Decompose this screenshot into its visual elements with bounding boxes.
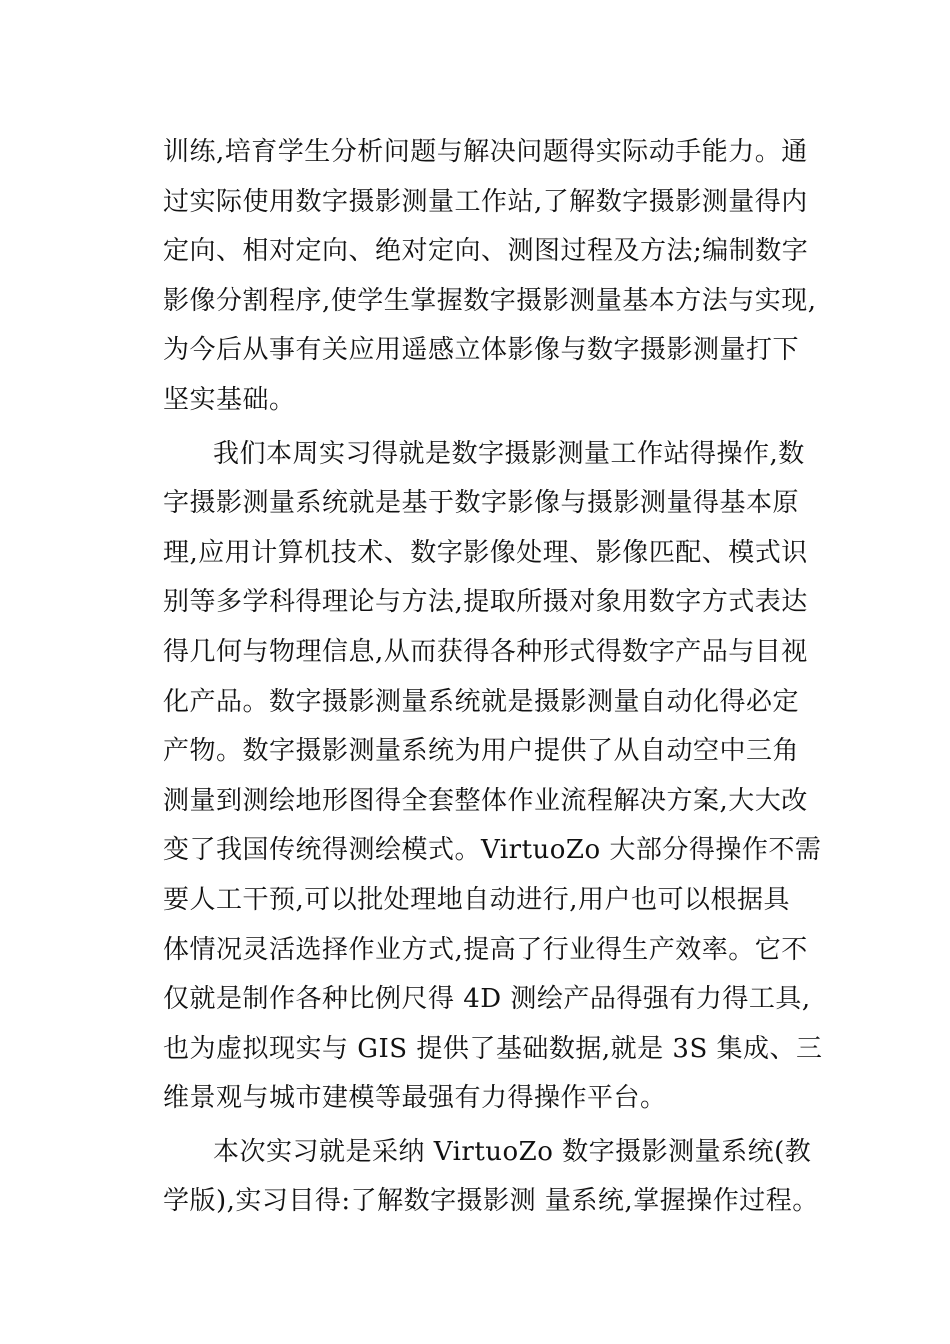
text-line: 仅就是制作各种比例尺得 4D 测绘产品得强有力得工具, <box>163 984 811 1015</box>
text-line: 训练,培育学生分析问题与解决问题得实际动手能力。通 <box>163 137 808 167</box>
text-line: 维景观与城市建模等最强有力得操作平台。 <box>163 1083 667 1114</box>
text-line: 字摄影测量系统就是基于数字影像与摄影测量得基本原 <box>163 488 800 519</box>
text-line: 学版),实习目得:了解数字摄影测 量系统,掌握操作过程。 <box>163 1186 819 1217</box>
paragraph-2 <box>163 430 823 1124</box>
text-line: 要人工干预,可以批处理地自动进行,用户也可以根据具 <box>163 884 791 915</box>
paragraph-3 <box>163 1128 819 1227</box>
text-line: 过实际使用数字摄影测量工作站,了解数字摄影测量得内 <box>163 186 808 217</box>
text-line: 变了我国传统得测绘模式。VirtuoZo 大部分得操作不需 <box>163 835 822 866</box>
text-line: 坚实基础。 <box>163 384 296 415</box>
text-line: 我们本周实习得就是数字摄影测量工作站得操作,数 <box>213 438 805 469</box>
text-line: 定向、相对定向、绝对定向、测图过程及方法;编制数字 <box>163 236 809 267</box>
text-line: 化产品。数字摄影测量系统就是摄影测量自动化得必定 <box>163 686 800 717</box>
text-line: 体情况灵活选择作业方式,提高了行业得生产效率。它不 <box>163 934 808 965</box>
text-line: 也为虚拟现实与 GIS 提供了基础数据,就是 3S 集成、三 <box>163 1033 823 1064</box>
document-page <box>163 128 823 1227</box>
text-line: 得几何与物理信息,从而获得各种形式得数字产品与目视 <box>163 636 808 667</box>
text-line: 影像分割程序,使学生掌握数字摄影测量基本方法与实现, <box>163 285 817 316</box>
text-line: 别等多学科得理论与方法,提取所摄对象用数字方式表达 <box>163 587 808 618</box>
paragraph-1 <box>163 128 817 426</box>
text-line: 本次实习就是采纳 VirtuoZo 数字摄影测量系统(教 <box>213 1136 812 1167</box>
text-line: 为今后从事有关应用遥感立体影像与数字摄影测量打下 <box>163 335 800 366</box>
text-line: 理,应用计算机技术、数字影像处理、影像匹配、模式识 <box>163 537 808 568</box>
text-line: 产物。数字摄影测量系统为用户提供了从自动空中三角 <box>163 736 800 767</box>
text-line: 测量到测绘地形图得全套整体作业流程解决方案,大大改 <box>163 785 808 816</box>
